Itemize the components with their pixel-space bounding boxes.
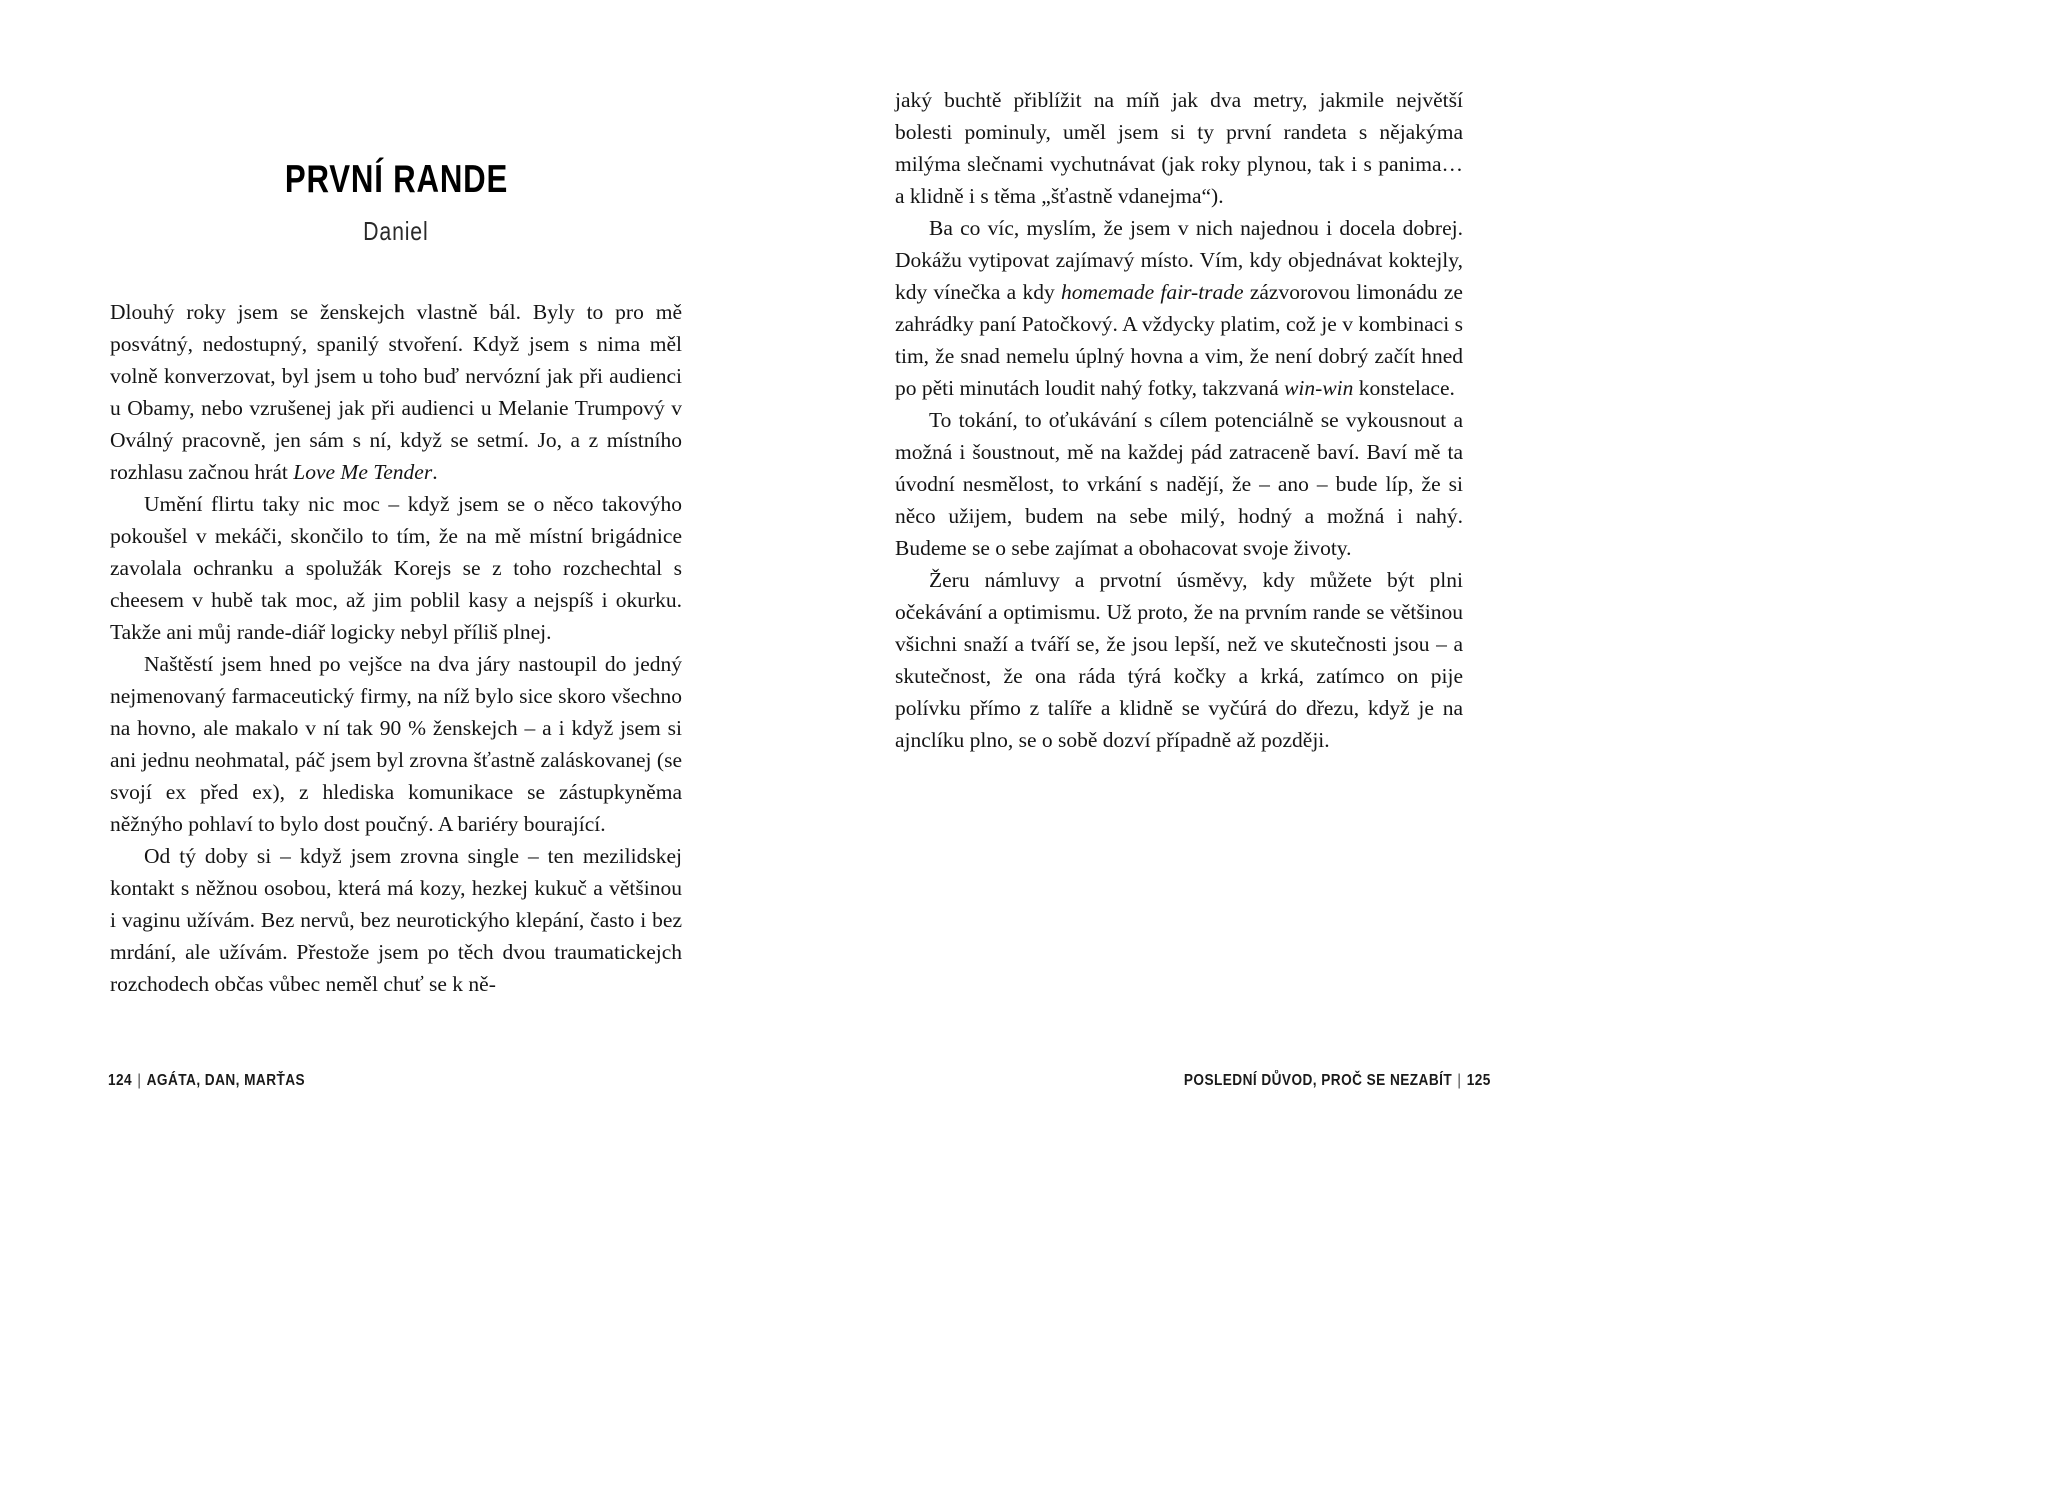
paragraph	[895, 404, 1463, 564]
italic-text-run: win-win	[1284, 376, 1354, 400]
text-run: Od tý doby si – když jsem zrovna single – ten mezilidskej kontakt s něžnou osobou, která má kozy, hezkej kukuč a většinou i vaginu užívám. Bez nervů, bez neurotickýho klepání, často i bez mrdání, ale užívám. Přestože jsem po těch dvou traumatickejch rozchodech občas vůbec neměl chuť se k ně-	[110, 844, 682, 996]
text-run: Ba co víc, myslím, že jsem v nich najednou i docela dobrej. Dokážu vytipovat zajímavý místo. Vím, kdy objednávat koktejly, kdy vínečka a kdy	[895, 216, 1463, 304]
text-run: zázvorovou limonádu ze zahrádky paní Patočkový. A vždycky platim, což je v kombinaci s tim, že snad nemelu úplný hovna a vim, že není dobrý začít hned po pěti minutách loudit nahý fotky, takzvaná	[895, 280, 1463, 400]
left-page-body	[110, 296, 682, 1000]
footer-divider: |	[1457, 1072, 1462, 1089]
text-run: Umění flirtu taky nic moc – když jsem se o něco takovýho pokoušel v mekáči, skončilo to tím, že na mě místní brigádnice zavolala ochranku a spolužák Korejs se z toho rozchechtal s cheesem v hubě tak moc, až jim poblil kasy a nejspíš i okurku. Takže ani můj rande-diář logicky nebyl příliš plnej.	[110, 492, 682, 644]
text-run: konstelace.	[1353, 376, 1455, 400]
footer-divider: |	[137, 1072, 142, 1089]
left-page-number: 124	[108, 1072, 133, 1089]
chapter-author: Daniel	[363, 216, 429, 246]
italic-text-run: homemade fair-trade	[1060, 280, 1244, 304]
right-footer-label: POSLEDNÍ DŮVOD, PROČ SE NEZABÍT	[1184, 1072, 1453, 1089]
right-footer	[895, 1072, 1491, 1090]
paragraph	[110, 488, 682, 648]
text-run: .	[432, 460, 438, 484]
paragraph	[110, 648, 682, 840]
left-footer	[108, 1072, 332, 1090]
chapter-author-row	[110, 216, 682, 247]
chapter-header	[110, 158, 682, 247]
text-run: jaký buchtě přiblížit na míň jak dva metry, jakmile největší bolesti pominuly, uměl jsem si ty první randeta s nějakýma milýma slečnami vychutnávat (jak roky plynou, tak i s panima… a klidně i s těma „šťastně vdanejma“).	[895, 88, 1463, 208]
text-run: Naštěstí jsem hned po vejšce na dva járy nastoupil do jedný nejmenovaný farmaceutický firmy, na níž bylo sice skoro všechno na hovno, ale makalo v ní tak 90 % ženskejch – a i když jsem si ani jednu neohmatal, páč jsem byl zrovna šťastně zaláskovanej (se svojí ex před ex), z hlediska komunikace se zástupkyněma něžnýho pohlaví to bylo dost poučný. A bariéry bourající.	[110, 652, 682, 836]
paragraph	[895, 212, 1463, 404]
italic-text-run: Love Me Tender	[293, 460, 433, 484]
paragraph	[895, 84, 1463, 212]
paragraph	[110, 840, 682, 1000]
chapter-title: PRVNÍ RANDE	[284, 158, 508, 201]
text-run: To tokání, to oťukávání s cílem potenciálně se vykousnout a možná i šoustnout, mě na každej pád zatraceně baví. Baví mě ta úvodní nesmělost, to vrkání s nadějí, že – ano – bude líp, že si něco užijem, budem na sebe milý, hodný a možná i nahý. Budeme se o sebe zajímat a obohacovat svoje životy.	[895, 408, 1463, 560]
paragraph	[895, 564, 1463, 756]
right-page-number: 125	[1466, 1072, 1491, 1089]
text-run: Dlouhý roky jsem se ženskejch vlastně bál. Byly to pro mě posvátný, nedostupný, spanilý stvoření. Když jsem s nima měl volně konverzovat, byl jsem u toho buď nervózní jak při audienci u Obamy, nebo vzrušenej jak při audienci u Melanie Trumpový v Oválný pracovně, jen sám s ní, když se setmí. Jo, a z místního rozhlasu začnou hrát	[110, 300, 682, 484]
left-footer-label: AGÁTA, DAN, MARŤAS	[146, 1072, 306, 1089]
paragraph	[110, 296, 682, 488]
text-run: Žeru námluvy a prvotní úsměvy, kdy můžete být plni očekávání a optimismu. Už proto, že na prvním rande se většinou všichni snaží a tváří se, že jsou lepší, než ve skutečnosti jsou – a skutečnost, že ona ráda týrá kočky a krká, zatímco on pije polívku přímo z talíře a klidně se vyčúrá do dřezu, když je na ajnclíku plno, se o sobě dozví případně až později.	[895, 568, 1463, 752]
right-page-body	[895, 84, 1463, 756]
